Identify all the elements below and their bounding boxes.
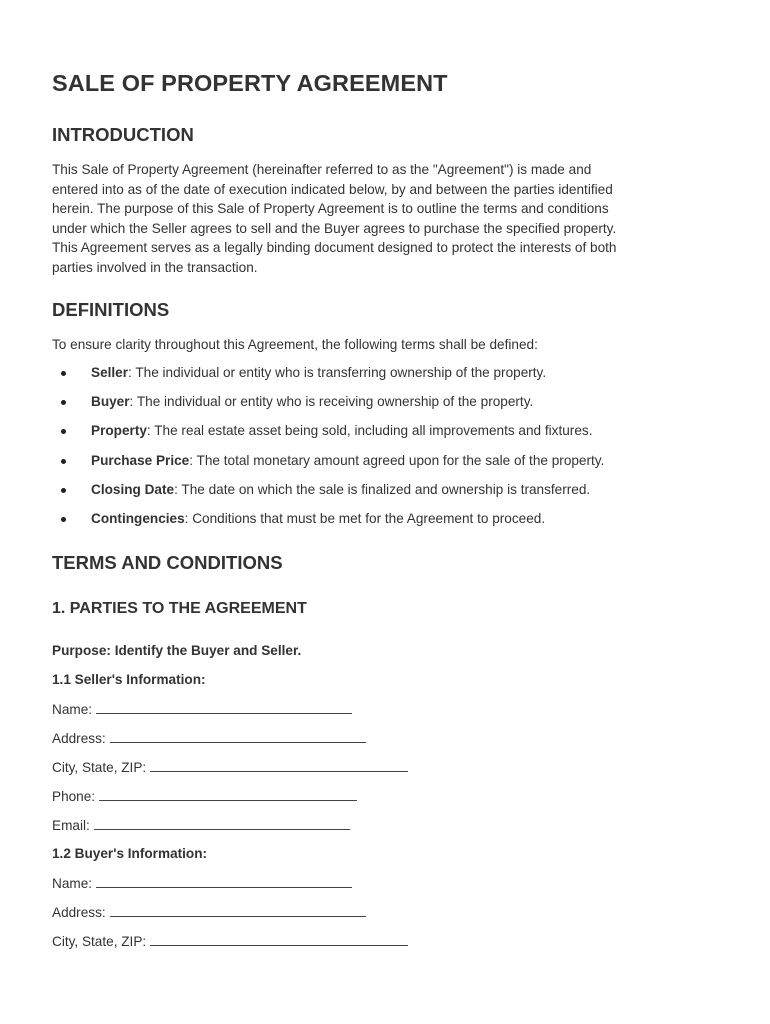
definition-item <box>52 364 732 393</box>
introduction-paragraph <box>52 160 712 278</box>
bullet-icon <box>61 517 66 522</box>
definitions-lead: To ensure clarity throughout this Agreement, the following terms shall be defined: <box>52 337 538 352</box>
seller-info-heading: 1.1 Seller's Information: <box>52 672 206 687</box>
buyer-city-blank[interactable] <box>150 932 408 946</box>
seller-email-field <box>52 816 350 835</box>
definition-term: Contingencies <box>91 510 185 526</box>
definition-item <box>52 393 732 422</box>
buyer-name-label: Name: <box>52 876 93 891</box>
seller-city-field <box>52 758 408 777</box>
definition-item <box>52 452 732 481</box>
introduction-line: parties involved in the transaction. <box>52 259 258 275</box>
definition-item <box>52 481 732 510</box>
introduction-line: under which the Seller agrees to sell and the Buyer agrees to purchase the specified property. <box>52 220 617 236</box>
buyer-address-label: Address: <box>52 905 106 920</box>
seller-phone-blank[interactable] <box>99 787 357 801</box>
seller-name-label: Name: <box>52 702 93 717</box>
bullet-icon <box>61 400 66 405</box>
seller-city-label: City, State, ZIP: <box>52 760 147 775</box>
buyer-name-field <box>52 874 352 893</box>
purpose-line: Purpose: Identify the Buyer and Seller. <box>52 643 302 658</box>
seller-email-blank[interactable] <box>94 816 350 830</box>
definition-item <box>52 422 732 451</box>
introduction-line: This Agreement serves as a legally binding document designed to protect the interests of both <box>52 240 617 256</box>
introduction-line: herein. The purpose of this Sale of Property Agreement is to outline the terms and conditions <box>52 201 609 217</box>
definition-text: : The date on which the sale is finalized and ownership is transferred. <box>174 481 591 497</box>
introduction-heading: INTRODUCTION <box>52 124 194 145</box>
seller-city-blank[interactable] <box>150 758 408 772</box>
seller-address-blank[interactable] <box>110 729 366 743</box>
definitions-heading: DEFINITIONS <box>52 299 170 320</box>
terms-heading: TERMS AND CONDITIONS <box>52 552 283 573</box>
seller-name-blank[interactable] <box>96 700 352 714</box>
definitions-list <box>52 364 732 539</box>
definition-item <box>52 510 732 539</box>
buyer-city-label: City, State, ZIP: <box>52 934 147 949</box>
buyer-address-field <box>52 903 366 922</box>
buyer-address-blank[interactable] <box>110 903 366 917</box>
bullet-icon <box>61 371 66 376</box>
seller-name-field <box>52 700 352 719</box>
seller-address-label: Address: <box>52 731 106 746</box>
buyer-name-blank[interactable] <box>96 874 352 888</box>
bullet-icon <box>61 429 66 434</box>
definition-text: : The individual or entity who is receiving ownership of the property. <box>129 394 534 410</box>
definition-text: : The individual or entity who is transferring ownership of the property. <box>128 365 547 380</box>
seller-address-field <box>52 729 366 748</box>
buyer-info-heading: 1.2 Buyer's Information: <box>52 846 208 861</box>
definition-text: : Conditions that must be met for the Agreement to proceed. <box>184 510 546 526</box>
buyer-city-field <box>52 932 408 951</box>
seller-email-label: Email: <box>52 818 90 833</box>
bullet-icon <box>61 459 66 464</box>
bullet-icon <box>61 488 66 493</box>
section-1-heading: 1. PARTIES TO THE AGREEMENT <box>52 600 307 617</box>
definition-term: Buyer <box>91 394 130 410</box>
definition-term: Property <box>91 423 147 439</box>
definition-text: : The total monetary amount agreed upon for the sale of the property. <box>189 452 605 468</box>
introduction-line: This Sale of Property Agreement (hereinafter referred to as the "Agreement") is made and <box>52 162 592 177</box>
definition-term: Purchase Price <box>91 452 190 468</box>
document-title: SALE OF PROPERTY AGREEMENT <box>52 70 448 96</box>
definition-term: Seller <box>91 365 129 380</box>
definition-text: : The real estate asset being sold, including all improvements and fixtures. <box>146 423 593 439</box>
seller-phone-field <box>52 787 357 806</box>
definition-term: Closing Date <box>91 481 175 497</box>
introduction-line: entered into as of the date of execution indicated below, by and between the parties identified <box>52 181 613 197</box>
seller-phone-label: Phone: <box>52 789 96 804</box>
